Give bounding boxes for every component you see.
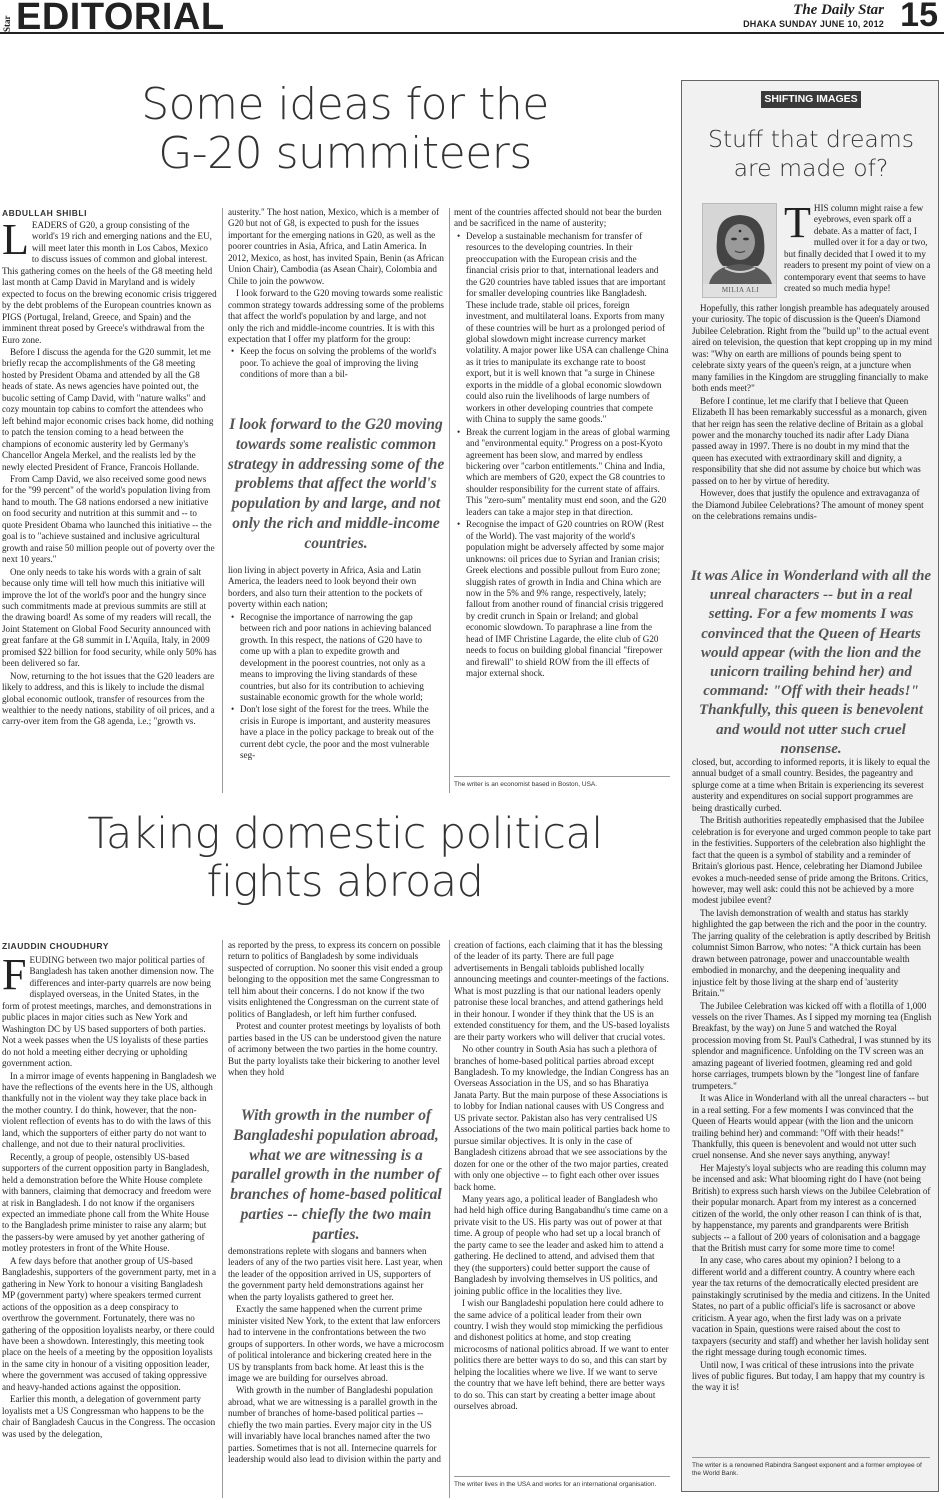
article2-pullquote: With growth in the number of Bangladeshi population abroad, what we are witnessing is a parallel growth in the number of branches of home-based political parties -- chiefly the two main parties.	[230, 1107, 442, 1243]
paragraph-text: EADERS of G20, a group consisting of the world's 19 rich and emerging nations and the EU, will meet later this month in Los Cabos, Mexico to discuss issues of common and global interest. This gathering comes on the heels of the G8 meeting held last month at Camp David in Maryland and is widely expected to focus on the brewing economic crisis triggered by the debt problems of the European countries known as PIGS (Portugal, Ireland, Greece, and Spain) and the imminent threat posed by Greece's withdrawal from the Euro zone.	[2, 220, 217, 345]
bullet-item: • Recognise the importance of narrowing the gap between rich and poor nations in achieving balanced growth. In this respect, the nations of G20 have to come up with a plan to expedite growth and development in the poorest countries, not only as a means to improving the living standards of these countries, but also for its contribution to achieving sustainable economic growth for the whole world;	[240, 612, 444, 704]
article2-column-2-bottom	[228, 1246, 444, 1500]
note-divider	[454, 1476, 670, 1477]
paragraph: demonstrations replete with slogans and banners when leaders of any of the two parties visit here. Last year, when the leader of the opposition arrived in US, supporters of the government party held demonstrations against her when the party loyalists gathered to greet her.	[228, 1246, 443, 1302]
paragraph: Many years ago, a political leader of Bangladesh who had held high office during Bangabandhu's time came on a private visit to the US. His party was out of power at that time. A group of people who had set up a local branch of the party came to see the leader and asked him to attend a gathering. He declined to attend, and advised them that they (the supporters) could better support the cause of Bangladesh by involving themselves in US politics, and joining public office in the localities they live.	[454, 1193, 668, 1296]
note-divider	[692, 1457, 930, 1458]
paragraph: lion living in abject poverty in Africa, Asia and Latin America, the leaders need to look beyond their own borders, and also turn their attention to the pockets of poverty within each nation;	[228, 565, 423, 610]
article1-byline: ABDULLAH SHIBLI	[2, 208, 87, 218]
bullet-item: • Recognise the impact of G20 countries on ROW (Rest of the World). The vast majority of the world's population might be adversely affected by some major unknowns: oil prices due to Syrian and Iranian crisis; Greek elections and possible pullout from Euro zone; sluggish rates of growth in India and China which are now in the 5% and 9% range, respectively, lately; fallout from another round of financial crisis triggered by credit crunch in Spain or Ireland; and global economic slowdown. To paraphrase a line from the head of IMF Christine Lagarde, the elite club of G20 needs to focus on building global financial "firepower and firewall" to shield ROW from the ill effects of major external shock.	[466, 519, 670, 679]
article1-headline-line2: G-20 summiteers	[158, 128, 532, 180]
paragraph: No other country in South Asia has such a plethora of branches of home-based political parties abroad except Bangladesh. To my knowledge, the Indian Congress has an Overseas Association in the US, and so has Bharatiya Janata Party. But the main purpose of these Associations is to lobby for Indian national causes with US Congress and US private sector. Pakistan also has very centralised US Associations of the two main political parties back home to pursue similar objectives. It is only in the case of Bangladesh citizens abroad that we see associations by the dozen for one or the other of the two major parties, created with only one objective -- to fight each other over issues back home.	[454, 1044, 670, 1192]
column-tag: SHIFTING IMAGES	[761, 91, 861, 108]
article1-lead-paragraph	[2, 220, 217, 346]
article1-pullquote: I look forward to the G20 moving towards some realistic common strategy in addressing some of the problems that affect the world's population by and large, and not only the rich and middle-income countries.	[227, 416, 445, 552]
paragraph: One only needs to take his words with a grain of salt because only time will tell how much this initiative will improve the lot of the world's poor and the hungry since such commitments made at previous summits are still at the drawing board! As some of my readers will recall, the Joint Statement on Global Food Security announced with great fanfare at the G8 summit in L'Aquila, Italy, in 2009 promised $22 billion for food security, while only 50% has been delivered so far.	[2, 566, 217, 669]
paragraph: Hopefully, this rather longish preamble has adequately aroused your curiosity. The topic of discussion is the Queen's Diamond Jubilee Celebration. Right from the "build up" to the actual event aired on television, the question that kept cropping up in my mind was: "Why on earth are millions of pounds being spent to celebrate sixty years of the queen's reign, at a juncture when many families in the Kingdom are struggling financially to make both ends meet?"	[692, 303, 932, 394]
author-photo	[702, 203, 777, 298]
paragraph: as reported by the press, to express its concern on possible return to politics of Bangladesh by some individuals suspected of corruption. No sooner this visit ended a group belonging to the opposition met the same Congressman to tell him about their concerns. I do not know if the two visits enlightened the Congressman on the current state of politics of Bangladesh, or left him further confused.	[228, 940, 443, 1019]
paragraph: I look forward to the G20 moving towards some realistic common strategy towards addressing some of the problems that affect the world's population by and large, and not only the rich and middle-income countries. It is with this expectation that I offer my platform for the group:	[228, 288, 444, 344]
article1-headline	[20, 80, 670, 179]
article2-author-note: The writer lives in the USA and works for an international organisation.	[454, 1481, 657, 1488]
paragraph-text: HIS column might raise a few eyebrows, even spark off a debate. As a matter of fact, I mulled over it for a day or two, but finally decided that I owed it to my readers to present my point of view on a contemporary event that seems to have created so much media hype!	[784, 203, 931, 294]
paragraph: Recently, a group of people, ostensibly US-based supporters of the current opposition party in Bangladesh, held a demonstration before the White House complete with banners, claiming that democracy and freedom were at risk in Bangladesh. I do not know if the organisers expected an immediate phone call from the White House to the Bangladesh prime minister to raise any alarm; but the passers-by were amused by yet another gathering of motley protesters in front of the White House.	[2, 1151, 212, 1254]
article1-headline-line1: Some ideas for the	[141, 79, 549, 130]
section-title: EDITORIAL	[16, 0, 225, 38]
article1-column-2-bottom	[228, 565, 444, 793]
article2-headline-line2: fights abroad	[206, 857, 484, 908]
article2-headline-line1: Taking domestic political	[87, 809, 603, 859]
article2-headline	[20, 810, 670, 906]
paragraph: Protest and counter protest meetings by loyalists of both parties based in the US can be understood given the nature of acrimony between the two parties in the home country. But the party loyalists take their bickering to another level when they hold	[228, 1021, 442, 1077]
paragraph: I wish our Bangladeshi population here could adhere to the same advice of a political leader from their own country. I wish they would stop mimicking the perfidious and dishonest politics at home, and stop creating microcosms of national politics abroad. If we want to enter politics there are better ways to do so, and this can start by helping the localities where we live. If we want to serve the country that we have left behind, there are better ways to do so. This can start by creating a better image about ourselves abroad.	[454, 1298, 669, 1412]
paragraph: Until now, I was critical of these intrusions into the private lives of public figures. But today, I am happy that my country is the way it is!	[692, 1359, 925, 1393]
dropcap: L	[2, 220, 29, 264]
dropcap: F	[2, 955, 27, 999]
column-divider	[222, 940, 223, 1498]
bullet-list	[466, 231, 670, 680]
column-divider	[449, 208, 450, 793]
photo-caption: MILIA ALI	[721, 286, 760, 294]
newspaper-logo: Star	[2, 15, 12, 32]
note-divider	[454, 776, 670, 777]
article1-column-3	[454, 207, 670, 775]
paragraph: From Camp David, we also received some good news for the "99 percent" of the world's population living from hand to mouth. The G8 nations endorsed a new initiative on food security and nutrition at this summit and -- to quote President Obama who launched this initiative -- the goal is to "achieve sustained and inclusive agricultural growth and raise 50 million people out of poverty over the next 10 years."	[2, 473, 215, 565]
paragraph: It was Alice in Wonderland with all the unreal characters -- but in a real setting. For a few moments I was convinced that the Queen of Hearts would appear (with the lion and the unicorn trailing behind her) and command: "Off with their heads!" Thankfully, this queen is benevolent and would not utter such cruel nonsense. And she never says anything, anyway!	[692, 1093, 929, 1161]
sidebar-body-bottom	[692, 757, 932, 1453]
paragraph: Now, returning to the hot issues that the G20 leaders are likely to address, and this is likely to include the dismal global economic outlook, transfer of resources from the wealthier to the needy nations, stability of oil prices, and a carry-over item from the G8 agenda, i.e.; "growth vs.	[2, 670, 215, 727]
sidebar-headline-line1: Stuff that dreams	[708, 125, 914, 153]
article1-column-1	[2, 220, 217, 792]
paragraph: Before I continue, let me clarify that I believe that Queen Elizabeth II has been remarkably successful as a monarch, given that her reign has seen the relative decline of Britain as a global power and the monarchy touched its nadir after Lady Diana passed away in 1997. There is no doubt in my mind that the queen has executed with extraordinary skill and dignity, a responsibility that she did not assume by choice but which was passed on to her by virtue of heredity.	[692, 395, 927, 486]
paper-name: The Daily Star	[793, 2, 884, 18]
paragraph: A few days before that another group of US-based Bangladeshis, supporters of the government party, met in a gathering in New York to honour a visiting Bangladesh MP (government party) where speakers termed current actions of the opposition as a deep conspiracy to overthrow the government. Fortunately, there was no gathering of the opposition loyalists nearby, or there could have been a showdown. Interestingly, this meeting took place on the heels of a meeting by the opposition loyalists in the same city in honour of a visiting opposition leader, where the government was accused of taking oppressive and heavy-handed actions against the opposition.	[2, 1255, 217, 1392]
article2-byline: ZIAUDDIN CHOUDHURY	[2, 941, 109, 951]
paragraph	[784, 203, 932, 295]
paragraph: closed, but, according to informed reports, it is likely to equal the annual budget of a small country. Besides, the pageantry and splurge come at a time when Britain is experiencing its severest austerity and expenditures on social support programmes are being drastically curbed.	[692, 757, 930, 813]
article1-column-2-top	[228, 207, 444, 392]
paragraph: In any case, who cares about my opinion? I belong to a different world and a different country. A country where each year the tax returns of the democratically elected president are painstakingly scrutinised by the media and citizens. In the United States, no part of a public official's life is sacrosanct or above criticism. A year ago, when the first lady was on a private vacation in Spain, questions were raised about the cost to taxpayers (security and staff) and whether her lavish holiday sent the right message during tough economic times.	[692, 1255, 930, 1358]
sidebar-headline	[682, 125, 940, 182]
bullet-item: • Break the current logjam in the areas of global warming and "environmental equity." Progress on a post-Kyoto agreement has been slow, and marred by endless bickering over "carbon entitlements." China and India, which are members of G20, expect the G8 countries to shoulder responsibility for the current state of affairs. This "zero-sum" mentality must end soon, and the G20 leaders can take a major step in that direction.	[466, 427, 670, 519]
sidebar-body-top	[692, 303, 932, 565]
paragraph: Exactly the same happened when the current prime minister visited New York, to the extent that law enforcers had to intervene in the confrontations between the two groups of supporters. In other words, we have a microcosm of political intolerance and bickering created here in the US by transplants from back home. At least this is the image we are building for ourselves abroad.	[228, 1304, 444, 1383]
bullet-list	[240, 612, 444, 762]
paragraph: Before I discuss the agenda for the G20 summit, let me briefly recap the accomplishments of the G8 meeting hosted by President Obama and attended by all the G8 heads of state. As news agencies have pointed out, the bucolic setting of Camp David, with "nature walks" and cozy mountain top cabins to comfort the attendees who left behind major economic crises back home, did nothing to patch the tension coming to a head between the champions of economic austerity led by Germany's Chancellor Angela Merkel, and the realists led by the newly elected President of France, Francois Hollande.	[2, 346, 214, 472]
sidebar-headline-line2: are made of?	[733, 153, 889, 182]
paragraph: Her Majesty's loyal subjects who are reading this column may be incensed and ask: What blooming right do I have (not being British) to express such harsh views on the Jubilee Celebration of their popular monarch. Apart from my interest as a concerned citizen of the world, the only other reason I can think of is that, by happenstance, my parents and grandparents were British subjects -- a fallout of 200 years of colonisation and a baggage that the British must carry for some more time to come!	[692, 1162, 931, 1254]
shifting-images-panel	[681, 80, 939, 1492]
paragraph: The British authorities repeatedly emphasised that the Jubilee celebration is for everyone and urged common people to take part in the festivities. Supporters of the celebration also highlight the fact that the queen is a symbol of stability and a reminder of Britain's glorious past. Hence, celebrating her Diamond Jubilee evokes a much-needed sense of pride among the Britons. Critics, however, may well ask: could this not be achieved by a more modest jubilee event?	[692, 815, 932, 906]
sidebar-pullquote: It was Alice in Wonderland with all the unreal characters -- but in a real setting. For a few moments I was convinced that the Queen of Hearts would appear (with the lion and the unicorn trailing behind her) and command: "Off with their heads!" Thankfully, this queen is benevolent and would not utter such cruel nonsense.	[690, 568, 932, 757]
dropcap: T	[784, 203, 811, 247]
paragraph: However, does that justify the opulence and extravaganza of the Diamond Jubilee Celebrations? The amount of money spent on the celebrations remains undis-	[692, 488, 924, 522]
paragraph: With growth in the number of Bangladeshi population abroad, what we are witnessing is a parallel growth in the number of branches of home-based political parties -- chiefly the two main parties. Every major city in the US will invariably have local branches named after the two parties. Sometimes that is not all. Internecine quarrels for leadership would also lead to division within the party and	[228, 1385, 441, 1465]
issue-date: DHAKA SUNDAY JUNE 10, 2012	[743, 19, 884, 29]
sidebar-author-note: The writer is a renowned Rabindra Sangeet exponent and a former employee of the World Bank.	[692, 1462, 922, 1478]
paragraph: Earlier this month, a delegation of government party loyalists met a US Congressman who happens to be the chair of Bangladesh Caucus in the Congress. The occasion was used by the delegation,	[2, 1394, 216, 1439]
page-number: 15	[900, 0, 938, 34]
sidebar-intro	[784, 203, 932, 303]
paragraph-text: EUDING between two major political parties of Bangladesh has taken another dimension now. The differences and inter-party quarrels are now being displayed overseas, in the United States, in the form of protest meetings, marches, and demonstrations in public places in major cities such as New York and Washington DC by US based supporters of both parties. Not a week passes when the US loyalists of these parties do not hold a meeting either decrying or upholding government action.	[2, 955, 214, 1069]
paragraph: creation of factions, each claiming that it has the blessing of the leader of its party. There are full page advertisements in Bengali tabloids published locally announcing meetings and counter-meetings of the factions. What is most puzzling is that our national leaders openly patronise these local branches, and attend gatherings held in their honour. I wonder if they think that the US is an extended constituency for them, and the US-based loyalists are their party workers who will deliver that crucial votes.	[454, 940, 670, 1042]
bullet-item: • Keep the focus on solving the problems of the world's poor. To achieve the goal of improving the living conditions of more than a bil-	[240, 346, 444, 380]
column-divider	[449, 940, 450, 1498]
article2-lead-paragraph	[2, 955, 217, 1070]
paragraph: The lavish demonstration of wealth and status has starkly highlighted the gap between the rich and the poor in the country. The jarring quality of the celebration is aptly described by British columnist Simon Barrow, who notes: "A thick curtain has been drawn between patronage, power and unaccountable wealth embodied in monarchy, and the deepening inequality and injustice felt by those living at the sharp end of 'austerity Britain.'"	[692, 907, 931, 999]
author-portrait-image	[703, 204, 777, 284]
article2-column-1	[2, 955, 217, 1500]
paragraph: The Jubilee Celebration was kicked off with a flotilla of 1,000 vessels on the river Thames. As I sipped my morning tea (English Breakfast, by the way) on June 5 and watched the Royal procession moving from St. Paul's Cathedral, I was stunned by its splendor and magnificence. Unfolding on the TV screen was an amazing pageant of liveried footmen, gleaming red and gold horse carriages, trumpets blown by the "longest line of fanfare trumpeters."	[692, 1000, 932, 1091]
paragraph: ment of the countries affected should not bear the burden and be sacrificed in the name of austerity;	[454, 207, 662, 229]
column-divider	[222, 208, 223, 793]
bullet-item: • Develop a sustainable mechanism for transfer of resources to the developing countries. In their preoccupation with the European crisis and the financial crisis prior to that, international leaders and the G20 countries have tabled issues that are important for smaller developing countries like Bangladesh. These include trade, stable oil prices, foreign investment, and multilateral loans. Exports from many of these countries will be hurt as a prolonged period of global slowdown might increase currency market volatility. A major power like USA can challenge China as it tries to manipulate its exchange rate to boost export, but it is well known that "a surge in Chinese exports in the middle of a global economic slowdown could also ruin the livelihoods of large numbers of workers in other developing countries that compete with China to supply the same goods."	[466, 231, 670, 426]
bullet-item: • Don't lose sight of the forest for the trees. While the crisis in Europe is important, and austerity measures have a place in the policy package to break out of the current debt cycle, the poor and the most vulnerable seg-	[240, 704, 444, 761]
paragraph: austerity." The host nation, Mexico, which is a member of G20 but not of G8, is expected to push for the issues important for the emerging nations in G20, as well as the poorer countries in Asia, Africa, and Latin America. In 2012, Mexico, as host, has invited Spain, Benin (as African Union Chair), Cambodia (as Asean Chair), Colombia and Chile to join the powwow.	[228, 207, 444, 286]
article2-column-3	[454, 940, 670, 1472]
paragraph: In a mirror image of events happening in Bangladesh we have the reflections of the events here in the US, although thankfully not in the violent way they take place back in the mother country. I do think, however, that the non-violent reflection of events has to do with the laws of this land, which the supporters of either party do not want to challenge, and not due to their natural proclivities.	[2, 1070, 217, 1150]
bullet-list	[240, 346, 444, 380]
masthead	[0, 0, 944, 38]
article1-author-note: The writer is an economist based in Boston, USA.	[454, 781, 598, 788]
article2-column-2-top	[228, 940, 444, 1090]
